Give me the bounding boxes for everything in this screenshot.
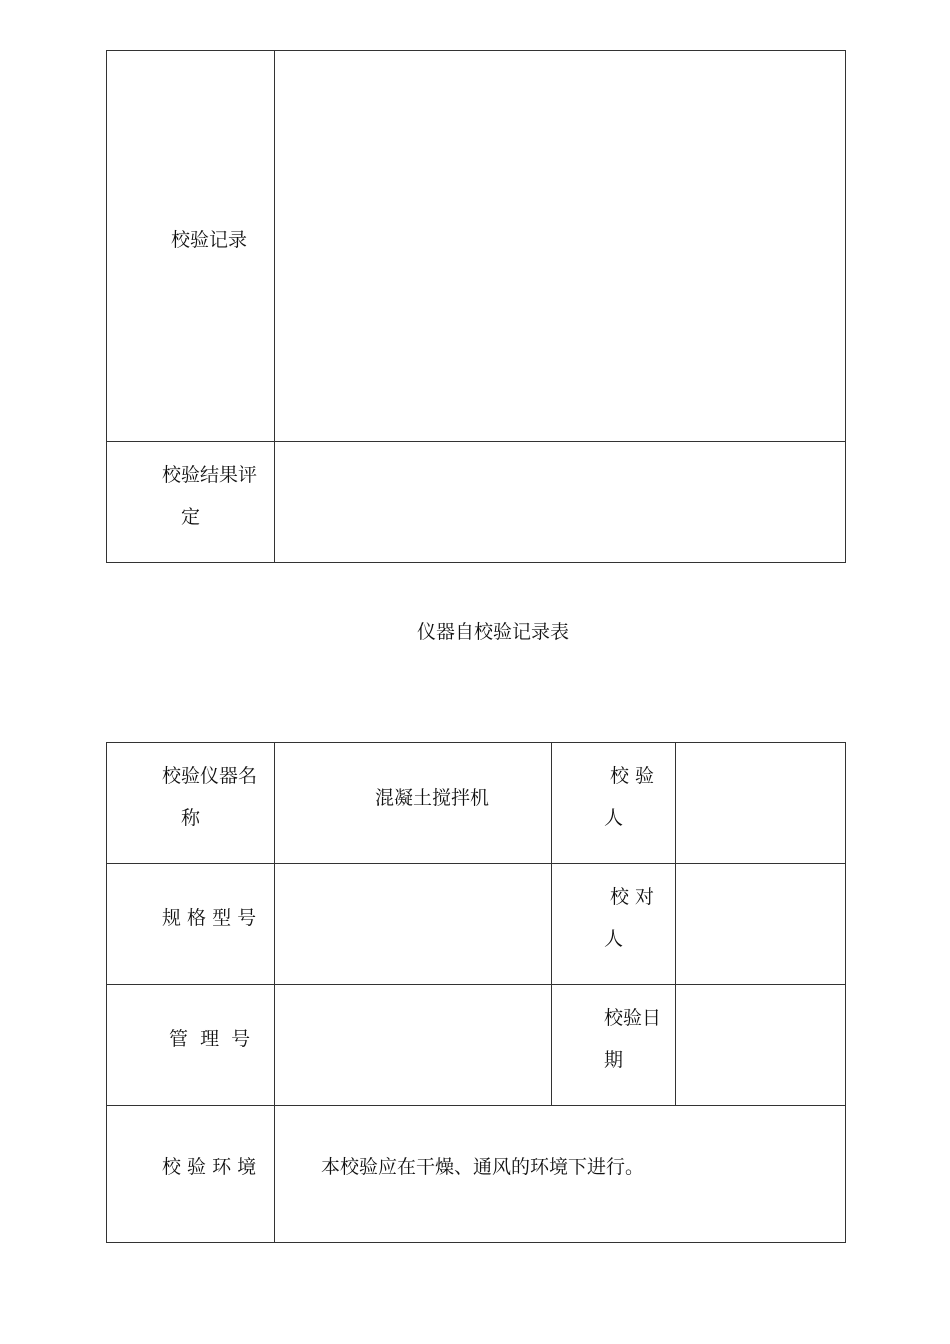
form-title: 仪器自校验记录表 xyxy=(417,621,570,643)
record-content-cell[interactable] xyxy=(275,51,846,442)
instrument-name-value-cell[interactable] xyxy=(275,743,552,864)
spec-value-cell[interactable] xyxy=(275,864,552,985)
inspector-value-cell[interactable] xyxy=(676,743,846,864)
env-value: 本校验应在干燥、通风的环境下进行。 xyxy=(321,1156,645,1178)
inspector-label-cell xyxy=(552,743,676,864)
inspector-label-line1: 校 验 xyxy=(610,765,655,787)
instrument-name-label-cell xyxy=(107,743,275,864)
checker-label-cell xyxy=(552,864,676,985)
inspector-label-line2: 人 xyxy=(604,807,624,829)
env-label-cell xyxy=(107,1106,275,1243)
record-label-cell xyxy=(107,51,275,442)
instrument-calibration-form xyxy=(106,742,846,1243)
checker-value-cell[interactable] xyxy=(676,864,846,985)
env-label: 校 验 环 境 xyxy=(162,1156,257,1178)
mgmt-no-value-cell[interactable] xyxy=(275,985,552,1106)
calibration-record-table xyxy=(106,50,846,563)
result-label-line2: 定 xyxy=(181,506,201,528)
checker-label-line2: 人 xyxy=(604,928,624,950)
result-label-cell xyxy=(107,442,275,563)
spec-label-cell xyxy=(107,864,275,985)
mgmt-no-label-cell xyxy=(107,985,275,1106)
result-content-cell[interactable] xyxy=(275,442,846,563)
result-label-line1: 校验结果评 xyxy=(162,464,258,486)
record-label: 校验记录 xyxy=(171,229,248,251)
env-value-cell[interactable] xyxy=(275,1106,846,1243)
checker-label-line1: 校 对 xyxy=(610,886,655,908)
instrument-name-value: 混凝土搅拌机 xyxy=(375,787,490,809)
date-label-line1: 校验日 xyxy=(604,1007,662,1029)
instrument-name-label-line2: 称 xyxy=(181,807,201,829)
date-label-line2: 期 xyxy=(604,1049,624,1071)
spec-label: 规 格 型 号 xyxy=(162,907,257,929)
instrument-name-label-line1: 校验仪器名 xyxy=(162,765,258,787)
date-label-cell xyxy=(552,985,676,1106)
date-value-cell[interactable] xyxy=(676,985,846,1106)
mgmt-no-label: 管 理 号 xyxy=(169,1028,251,1050)
